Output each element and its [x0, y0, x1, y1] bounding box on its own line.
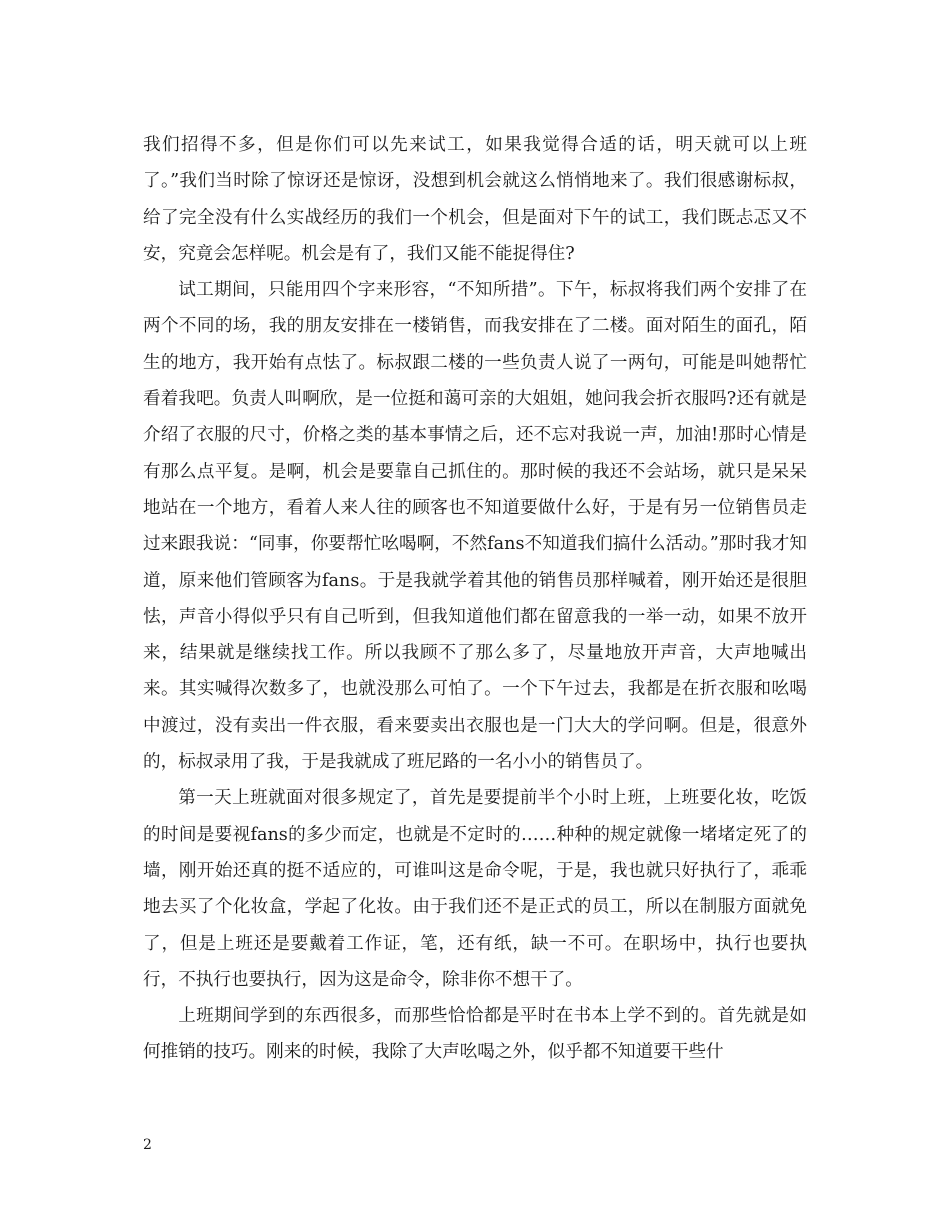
- paragraph-3: 第一天上班就面对很多规定了，首先是要提前半个小时上班，上班要化妆，吃饭的时间是要视fans的多少而定，也就是不定时的……种种的规定就像一堵堵定死了的墙，刚开始还真的挺不适应的，可谁叫这是命令呢，于是，我也就只好执行了，乖乖地去买了个化妆盒，学起了化妆。由于我们还不是正式的员工，所以在制服方面就免了，但是上班还是要戴着工作证，笔，还有纸，缺一不可。在职场中，执行也要执行，不执行也要执行，因为这是命令，除非你不想干了。: [143, 788, 807, 990]
- paragraph-1: 我们招得不多，但是你们可以先来试工，如果我觉得合适的话，明天就可以上班了。”我们当时除了惊讶还是惊讶，没想到机会就这么悄悄地来了。我们很感谢标叔，给了完全没有什么实战经历的我们一个机会，但是面对下午的试工，我们既忐忑又不安，究竟会怎样呢。机会是有了，我们又能不能捉得住?: [143, 135, 807, 264]
- paragraph-2: 试工期间，只能用四个字来形容，“不知所措”。下午，标叔将我们两个安排了在两个不同的场，我的朋友安排在一楼销售，而我安排在了二楼。面对陌生的面孔，陌生的地方，我开始有点怯了。标叔跟二楼的一些负责人说了一两句，可能是叫她帮忙看着我吧。负责人叫啊欣，是一位挺和蔼可亲的大姐姐，她问我会折衣服吗?还有就是介绍了衣服的尺寸，价格之类的基本事情之后，还不忘对我说一声，加油!那时心情是有那么点平复。是啊，机会是要靠自己抓住的。那时候的我还不会站场，就只是呆呆地站在一个地方，看着人来人往的顾客也不知道要做什么好，于是有另一位销售员走过来跟我说：“同事，你要帮忙吆喝啊，不然fans不知道我们搞什么活动。”那时我才知道，原来他们管顾客为fans。于是我就学着其他的销售员那样喊着，刚开始还是很胆怯，声音小得似乎只有自己听到，但我知道他们都在留意我的一举一动，如果不放开来，结果就是继续找工作。所以我顾不了那么多了，尽量地放开声音，大声地喊出来。其实喊得次数多了，也就没那么可怕了。一个下午过去，我都是在折衣服和吆喝中渡过，没有卖出一件衣服，看来要卖出衣服也是一门大大的学问啊。但是，很意外的，标叔录用了我，于是我就成了班尼路的一名小小的销售员了。: [143, 280, 807, 773]
- document-body: [143, 127, 807, 1071]
- page-number: 2: [143, 1137, 152, 1153]
- paragraph-4: 上班期间学到的东西很多，而那些恰恰都是平时在书本上学不到的。首先就是如何推销的技巧。刚来的时候，我除了大声吆喝之外，似乎都不知道要干些什: [143, 1006, 807, 1063]
